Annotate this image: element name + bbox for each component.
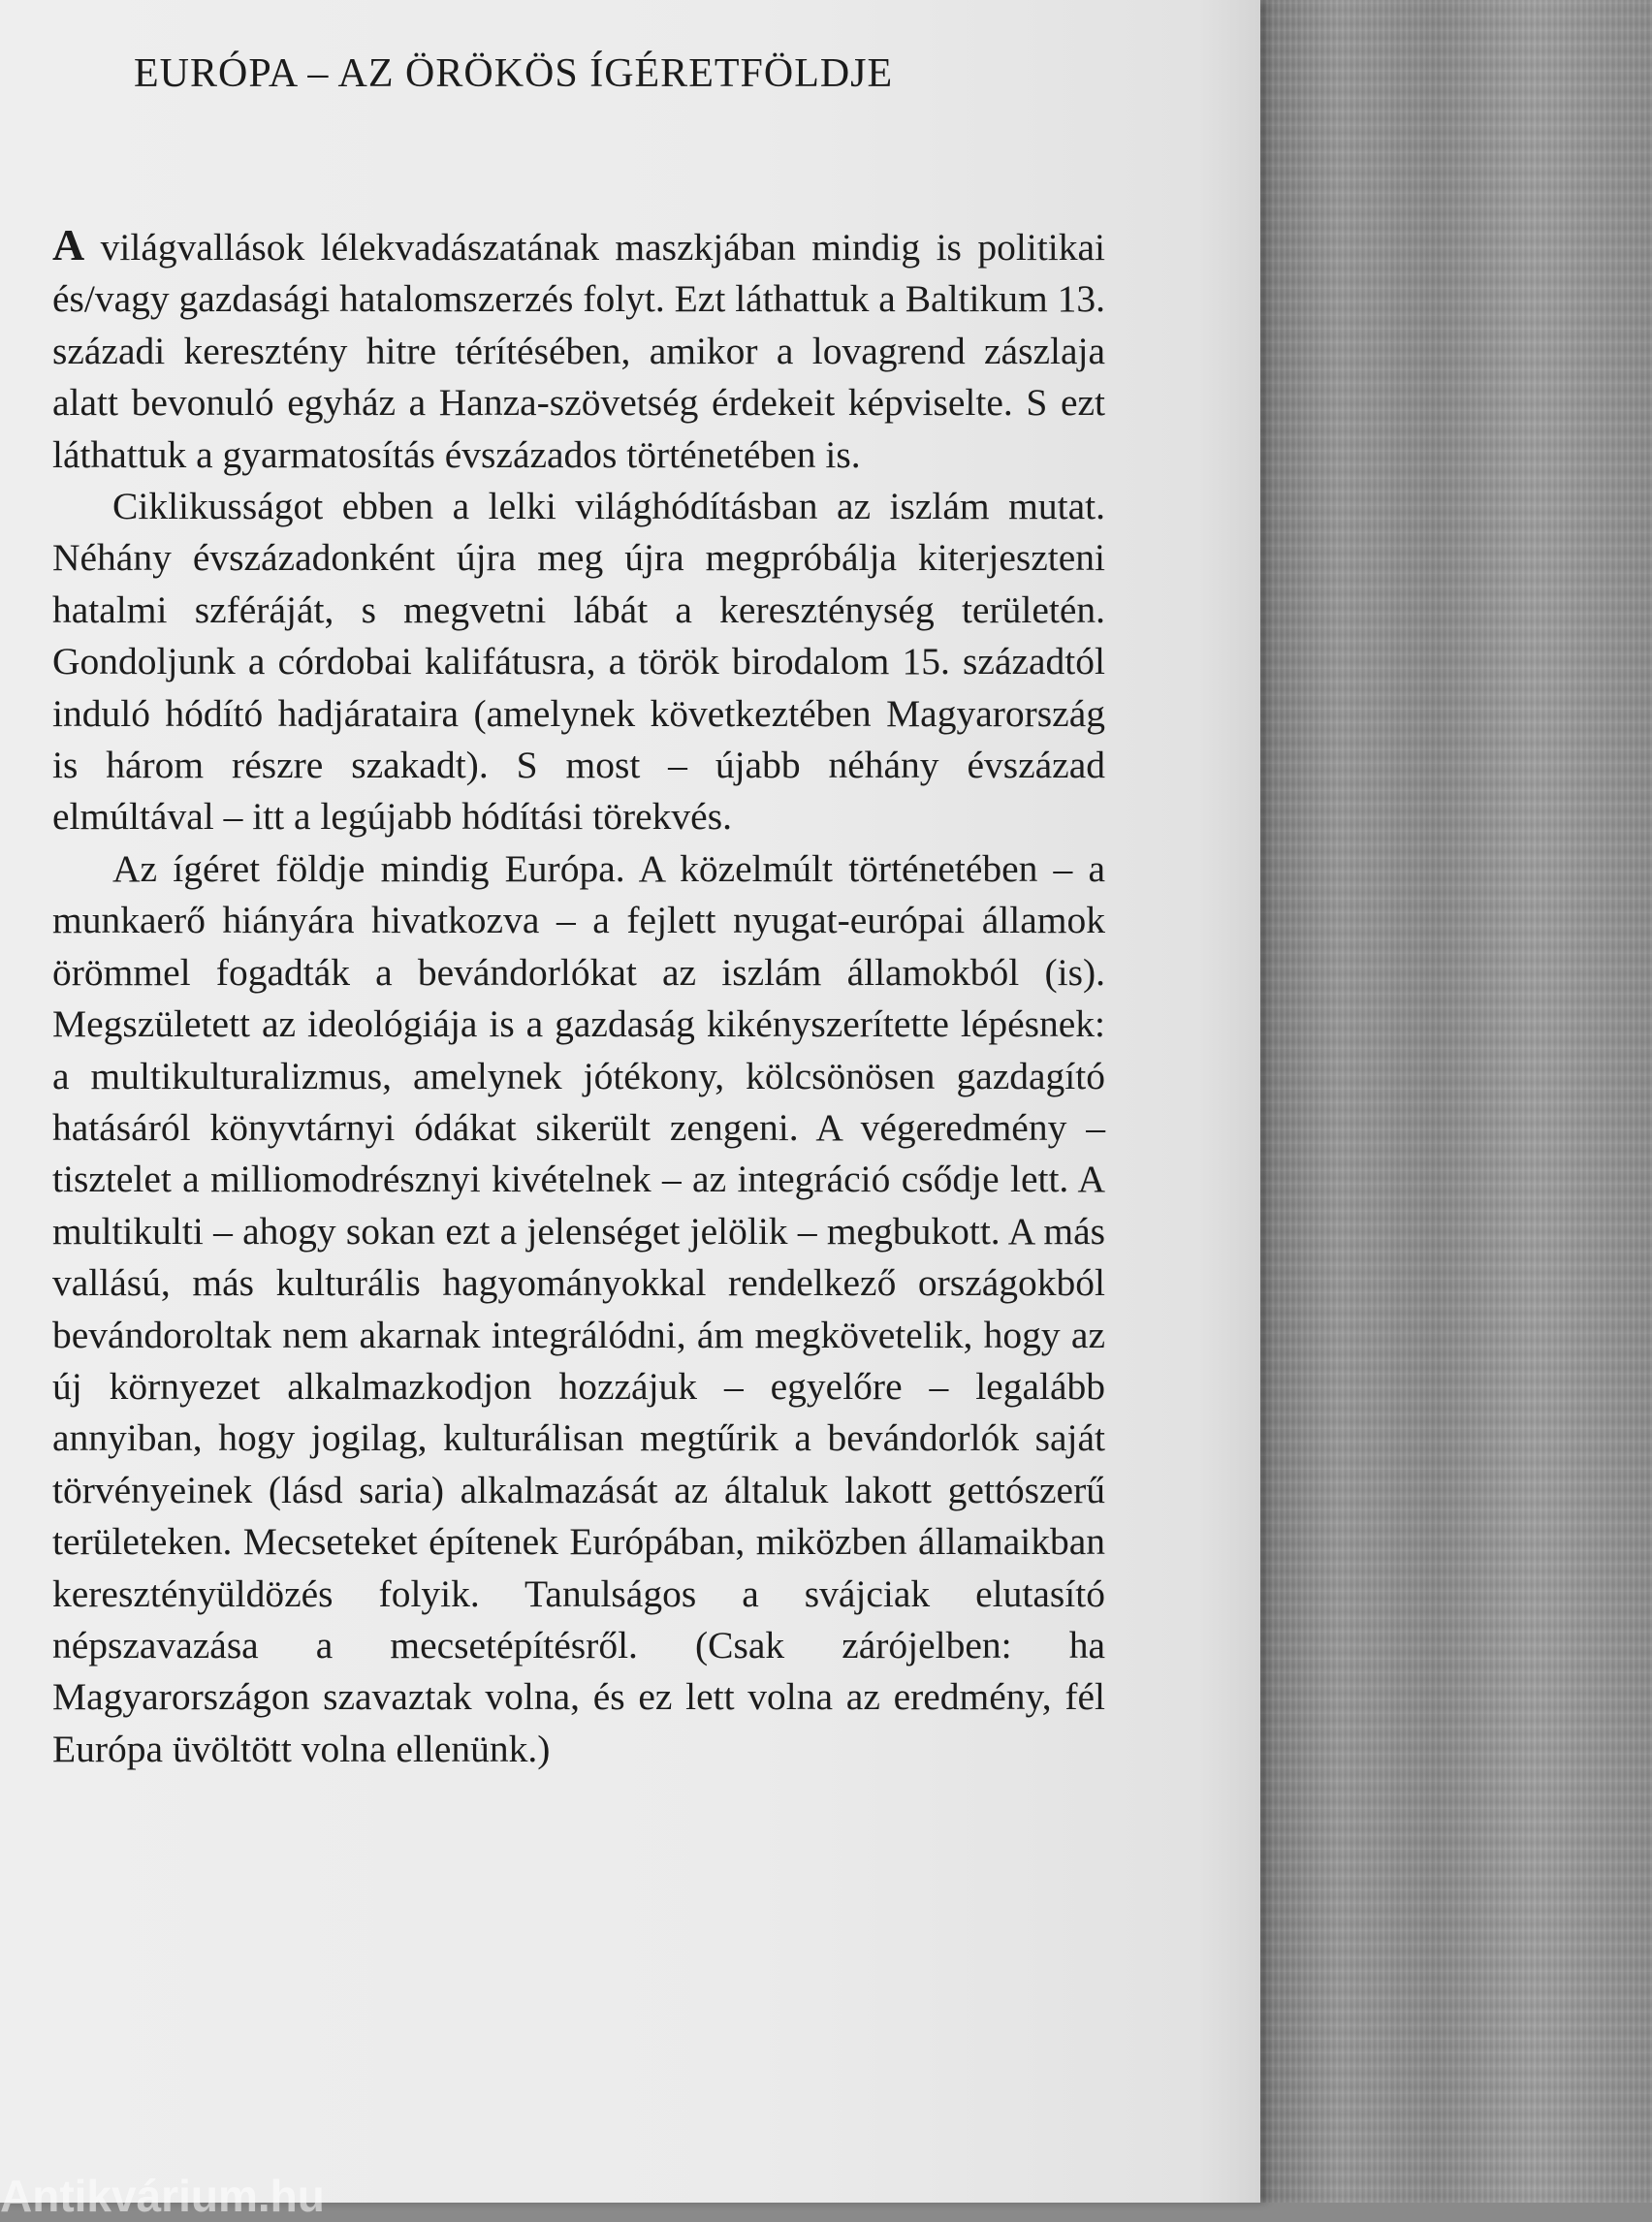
paragraph-3: Az ígéret földje mindig Európa. A közelmúlt történetében – a munkaerő hiányára hivatkozva – a fejlett nyugat-európai államok örömmel fogadták a bevándorlókat az iszlám államokból (is). Megszületett az ideológiája is a gazdaság kikényszerítette lépésnek: a multikulturalizmus, amelynek jótékony, kölcsönösen gazdagító hatásáról könyvtárnyi ódákat sikerült zengeni. A végeredmény – tisztelet a milliomodrésznyi kivételnek – az integráció csődje lett. A multikulti – ahogy sokan ezt a jelenséget jelölik – megbukott. A más vallású, más kulturális hagyományokkal rendelkező országokból bevándoroltak nem akarnak integrálódni, ám megkövetelik, hogy az új környezet alkalmazkodjon hozzájuk – egyelőre – legalább annyiban, hogy jogilag, kulturálisan megtűrik a bevándorlók saját törvényeinek (lásd saria) alkalmazását az általuk lakott gettószerű területeken. Mecseteket építenek Európában, miközben államaikban keresztényüldözés folyik. Tanulságos a svájciak elutasító népszavazása a mecsetépítésről. (Csak zárójelben: ha Magyarországon szavaztak volna, és ez lett volna az eredmény, fél Európa üvöltött volna ellenünk.) bbox=[52, 846, 1105, 1770]
book-cover-edge bbox=[1260, 0, 1652, 2203]
body-text bbox=[52, 219, 1105, 1775]
paragraph-1-text: világvallások lélekvadászatának maszkjában mindig is politikai és/vagy gazdasági hatalomszerzés folyt. Ezt láthattuk a Baltikum 13. századi keresztény hitre térítésében, amikor a lovagrend zászlaja alatt bevonuló egyház a Hanza-szövetség érdekeit képviselte. S ezt láthattuk a gyarmatosítás évszázados történetében is. bbox=[52, 226, 1105, 476]
paragraph-1 bbox=[52, 219, 1105, 481]
watermark-text: Antikvárium.hu bbox=[0, 2171, 325, 2221]
initial-letter: A bbox=[52, 220, 85, 270]
running-head: EURÓPA – AZ ÖRÖKÖS ÍGÉRETFÖLDJE bbox=[134, 51, 894, 96]
paragraph-2: Ciklikusságot ebben a lelki világhódításban az iszlám mutat. Néhány évszázadonként újra meg újra megpróbálja kiterjeszteni hatalmi szféráját, s megvetni lábát a kereszténység területén. Gondoljunk a córdobai kalifátusra, a török birodalom 15. századtól induló hódító hadjárataira (amelynek következtében Magyarország is három részre szakadt). S most – újabb néhány évszázad elmúltával – itt a legújabb hódítási törekvés. bbox=[52, 485, 1105, 839]
